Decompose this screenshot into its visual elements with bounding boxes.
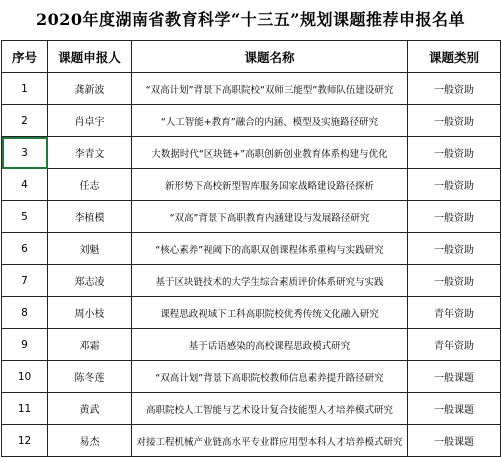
cell-applicant[interactable]: 任志	[48, 169, 132, 201]
table-row	[2, 73, 501, 105]
cell-applicant[interactable]: 邓霜	[48, 329, 132, 361]
cell-seq[interactable]: 7	[2, 265, 48, 297]
cell-project-type[interactable]: 一般资助	[408, 201, 501, 233]
table-row	[2, 137, 501, 169]
cell-seq[interactable]: 1	[2, 73, 48, 105]
table-row	[2, 105, 501, 137]
cell-applicant[interactable]: 易杰	[48, 425, 132, 457]
cell-applicant[interactable]: 李青文	[48, 137, 132, 169]
table-row	[2, 265, 501, 297]
cell-seq[interactable]: 8	[2, 297, 48, 329]
cell-project-name[interactable]: 基于区块链技术的大学生综合素质评价体系研究与实践	[132, 265, 408, 297]
cell-project-type[interactable]: 一般资助	[408, 233, 501, 265]
cell-project-type[interactable]: 一般课题	[408, 393, 501, 425]
cell-seq[interactable]: 11	[2, 393, 48, 425]
header-row	[2, 41, 501, 73]
cell-project-name[interactable]: 课程思政视域下工科高职院校优秀传统文化融入研究	[132, 297, 408, 329]
cell-project-name[interactable]: “双高”背景下高职教育内涵建设与发展路径研究	[132, 201, 408, 233]
cell-project-type[interactable]: 一般课题	[408, 425, 501, 457]
table-row	[2, 169, 501, 201]
header-applicant[interactable]: 课题申报人	[48, 41, 132, 73]
cell-applicant[interactable]: 周小枝	[48, 297, 132, 329]
cell-seq[interactable]: 6	[2, 233, 48, 265]
cell-project-type[interactable]: 一般资助	[408, 73, 501, 105]
cell-project-name[interactable]: 高职院校人工智能与艺术设计复合技能型人才培养模式研究	[132, 393, 408, 425]
cell-project-name[interactable]: “核心素养”视阈下的高职双创课程体系重构与实践研究	[132, 233, 408, 265]
cell-applicant[interactable]: 郑志凌	[48, 265, 132, 297]
page-title: 2020年度湖南省教育科学“十三五”规划课题推荐申报名单	[36, 10, 465, 29]
cell-project-name[interactable]: 大数据时代“区块链+”高职创新创业教育体系构建与优化	[132, 137, 408, 169]
cell-project-name[interactable]: “双高计划”背景下高职院校“双师三能型”教师队伍建设研究	[132, 73, 408, 105]
table-row	[2, 425, 501, 457]
cell-applicant[interactable]: 李植模	[48, 201, 132, 233]
cell-project-name[interactable]: “人工智能+教育”融合的内涵、模型及实施路径研究	[132, 105, 408, 137]
table-row	[2, 361, 501, 393]
cell-project-name[interactable]: 对接工程机械产业链高水平专业群应用型本科人才培养模式研究	[132, 425, 408, 457]
cell-project-type[interactable]: 一般资助	[408, 169, 501, 201]
cell-project-type[interactable]: 青年资助	[408, 297, 501, 329]
cell-seq[interactable]: 10	[2, 361, 48, 393]
cell-applicant[interactable]: 陈冬莲	[48, 361, 132, 393]
header-project-type[interactable]: 课题类别	[408, 41, 501, 73]
table-row	[2, 233, 501, 265]
cell-seq[interactable]: 4	[2, 169, 48, 201]
table-row	[2, 393, 501, 425]
cell-applicant[interactable]: 刘魁	[48, 233, 132, 265]
cell-project-name[interactable]: 新形势下高校新型智库服务国家战略建设路径探析	[132, 169, 408, 201]
recommendation-table	[1, 40, 501, 457]
cell-seq[interactable]: 2	[2, 105, 48, 137]
cell-project-name[interactable]: “双高计划”背景下高职院校教师信息素养提升路径研究	[132, 361, 408, 393]
table-row	[2, 329, 501, 361]
cell-project-type[interactable]: 一般资助	[408, 137, 501, 169]
cell-applicant[interactable]: 龚新波	[48, 73, 132, 105]
cell-applicant[interactable]: 肖卓宇	[48, 105, 132, 137]
table-row	[2, 297, 501, 329]
cell-project-name[interactable]: 基于话语感染的高校课程思政模式研究	[132, 329, 408, 361]
cell-seq[interactable]: 9	[2, 329, 48, 361]
cell-seq[interactable]: 5	[2, 201, 48, 233]
cell-applicant[interactable]: 黄武	[48, 393, 132, 425]
cell-project-type[interactable]: 青年资助	[408, 329, 501, 361]
cell-seq[interactable]: 12	[2, 425, 48, 457]
cell-project-type[interactable]: 一般课题	[408, 361, 501, 393]
cell-seq[interactable]: 3	[2, 137, 48, 169]
table-row	[2, 201, 501, 233]
cell-project-type[interactable]: 一般资助	[408, 105, 501, 137]
header-project-name[interactable]: 课题名称	[132, 41, 408, 73]
header-seq[interactable]: 序号	[2, 41, 48, 73]
cell-project-type[interactable]: 一般资助	[408, 265, 501, 297]
